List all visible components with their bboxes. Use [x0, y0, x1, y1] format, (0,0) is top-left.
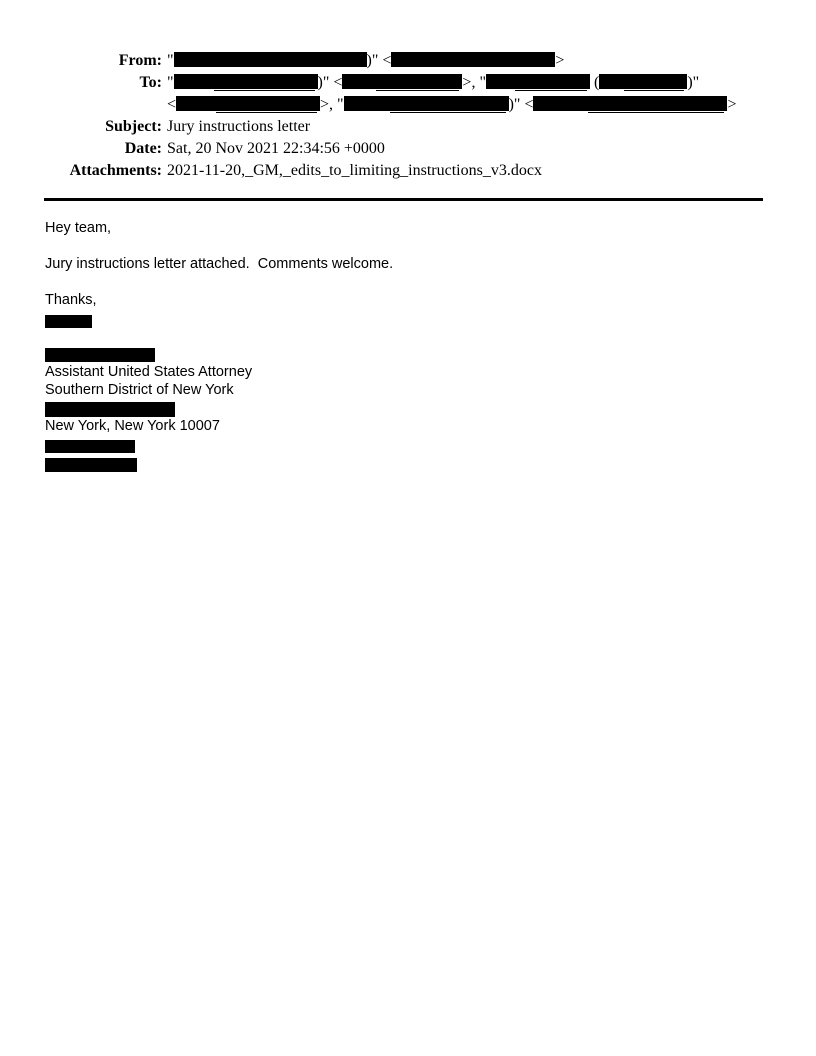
signature-city: New York, New York 10007 — [45, 418, 220, 434]
header-value-line — [167, 50, 772, 72]
header-value-line — [167, 160, 772, 182]
header-row-date — [44, 138, 772, 160]
header-text-segment: 2021-11-20,_GM,_edits_to_limiting_instructions_v3.docx — [167, 162, 542, 179]
header-value-attachments — [167, 160, 772, 182]
redaction-bar — [344, 96, 509, 111]
header-text-segment: < — [167, 96, 177, 113]
redaction-bar — [533, 96, 727, 111]
header-text-segment: )" < — [366, 52, 392, 69]
email-header — [44, 50, 772, 182]
header-text-segment: > — [555, 52, 565, 69]
header-value-to — [167, 72, 772, 116]
header-text-segment: >, " — [462, 74, 486, 91]
message-text: Jury instructions letter attached. Comments welcome. — [45, 256, 394, 272]
header-text-segment: " — [167, 74, 174, 91]
header-row-from — [44, 50, 772, 72]
header-divider — [44, 198, 763, 201]
header-text-segment: )" — [687, 74, 700, 91]
header-text-segment: " — [167, 52, 174, 69]
signature-phone-redaction-1 — [45, 440, 135, 453]
header-value-date — [167, 138, 772, 160]
header-row-subject — [44, 116, 772, 138]
header-text-segment: )" < — [317, 74, 343, 91]
closing-text: Thanks, — [45, 292, 97, 308]
sender-name-redaction — [45, 315, 92, 328]
redaction-bar — [342, 74, 462, 89]
header-label-from: From: — [118, 52, 162, 69]
redaction-bar — [599, 74, 687, 89]
redaction-bar — [486, 74, 590, 89]
header-value-line — [167, 138, 772, 160]
header-value-line — [167, 72, 772, 94]
header-label-to: To: — [139, 74, 162, 91]
signature-office: Southern District of New York — [45, 382, 234, 398]
header-value-line — [167, 94, 772, 116]
signature-phone-redaction-2 — [45, 458, 137, 472]
header-text-segment: >, " — [320, 96, 344, 113]
header-label-attachments: Attachments: — [69, 162, 162, 179]
header-text-segment: > — [727, 96, 737, 113]
signature-title: Assistant United States Attorney — [45, 364, 253, 380]
header-value-line — [167, 116, 772, 138]
signature-name-redaction — [45, 348, 155, 362]
signature-address-redaction — [45, 402, 175, 417]
redaction-bar — [176, 96, 320, 111]
header-value-from — [167, 50, 772, 72]
header-text-segment: Jury instructions letter — [167, 118, 311, 135]
header-text-segment: ( — [589, 74, 600, 91]
header-label-subject: Subject: — [105, 118, 162, 135]
redaction-bar — [174, 74, 318, 89]
header-text-segment: Sat, 20 Nov 2021 22:34:56 +0000 — [167, 140, 385, 157]
greeting-text: Hey team, — [45, 220, 112, 236]
header-row-to — [44, 72, 772, 116]
header-text-segment: )" < — [508, 96, 534, 113]
header-label-date: Date: — [124, 140, 162, 157]
header-value-subject — [167, 116, 772, 138]
header-row-attachments — [44, 160, 772, 182]
redaction-bar — [174, 52, 367, 67]
redaction-bar — [391, 52, 555, 67]
